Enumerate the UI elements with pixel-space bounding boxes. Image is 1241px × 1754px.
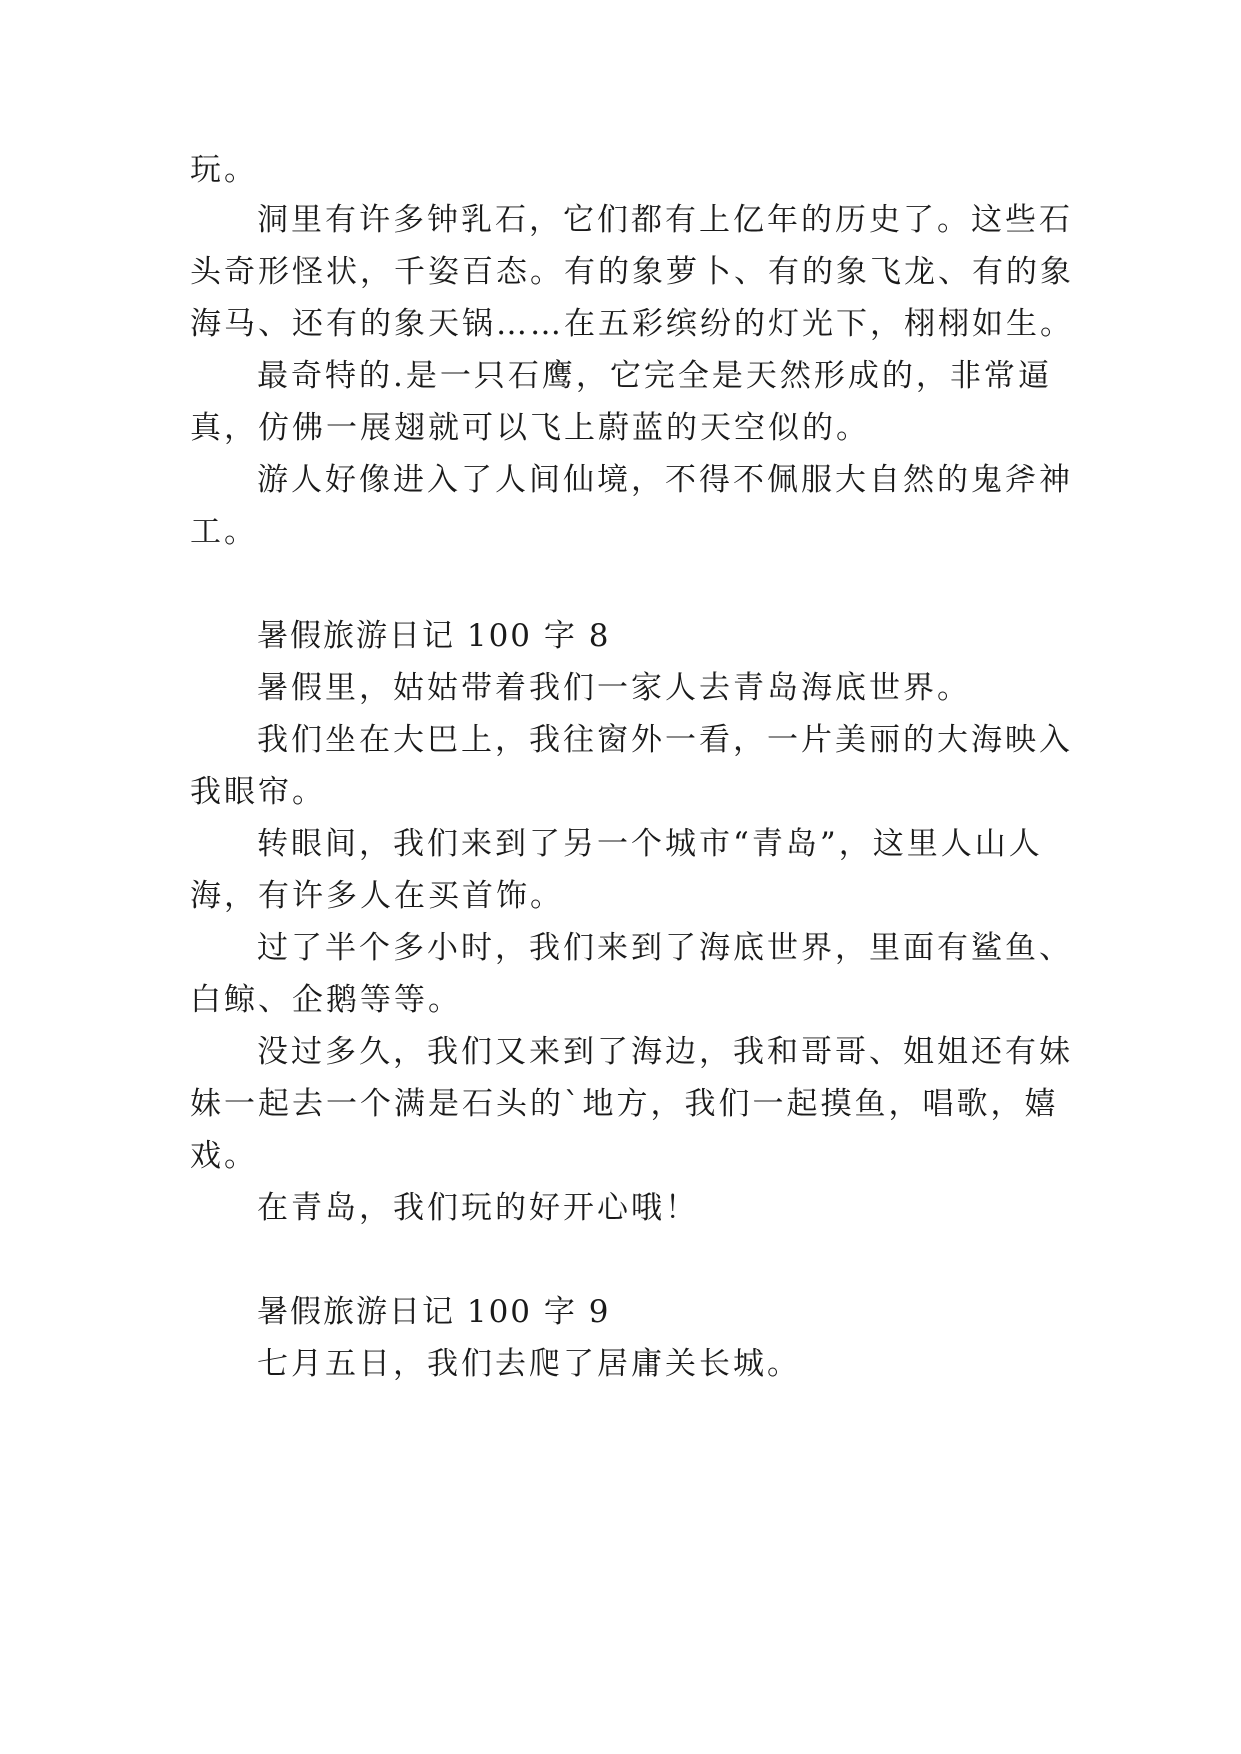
paragraph-first-line: 转眼间，我们来到了另一个城市“青岛”，这里人山人 — [257, 826, 1043, 862]
text-line: 海，有许多人在买首饰。 — [190, 878, 564, 914]
text-line: 妹一起去一个满是石头的`地方，我们一起摸鱼，唱歌，嬉 — [190, 1086, 1059, 1122]
text-line: 头奇形怪状，千姿百态。有的象萝卜、有的象飞龙、有的象 — [190, 254, 1074, 290]
paragraph-first-line: 最奇特的.是一只石鹰，它完全是天然形成的，非常逼 — [257, 358, 1052, 394]
text-line: 戏。 — [190, 1138, 258, 1174]
paragraph-first-line: 没过多久，我们又来到了海边，我和哥哥、姐姐还有妹 — [257, 1034, 1073, 1070]
paragraph-first-line: 游人好像进入了人间仙境，不得不佩服大自然的鬼斧神 — [257, 462, 1073, 498]
paragraph-first-line: 我们坐在大巴上，我往窗外一看，一片美丽的大海映入 — [257, 722, 1073, 758]
text-line: 白鲸、企鹅等等。 — [190, 982, 462, 1018]
text-line: 海马、还有的象天锅……在五彩缤纷的灯光下，栩栩如生。 — [190, 306, 1074, 342]
section-heading: 暑假旅游日记 100 字 8 — [257, 618, 611, 654]
section-heading: 暑假旅游日记 100 字 9 — [257, 1294, 611, 1330]
text-line: 玩。 — [190, 152, 258, 188]
text-line: 工。 — [190, 514, 258, 550]
text-line: 我眼帘。 — [190, 774, 326, 810]
paragraph-first-line: 过了半个多小时，我们来到了海底世界，里面有鲨鱼、 — [257, 930, 1073, 966]
text-line: 真，仿佛一展翅就可以飞上蔚蓝的天空似的。 — [190, 410, 870, 446]
paragraph-first-line: 在青岛，我们玩的好开心哦！ — [257, 1190, 699, 1226]
paragraph-first-line: 七月五日，我们去爬了居庸关长城。 — [257, 1346, 801, 1382]
paragraph-first-line: 洞里有许多钟乳石，它们都有上亿年的历史了。这些石 — [257, 202, 1073, 238]
paragraph-first-line: 暑假里，姑姑带着我们一家人去青岛海底世界。 — [257, 670, 971, 706]
